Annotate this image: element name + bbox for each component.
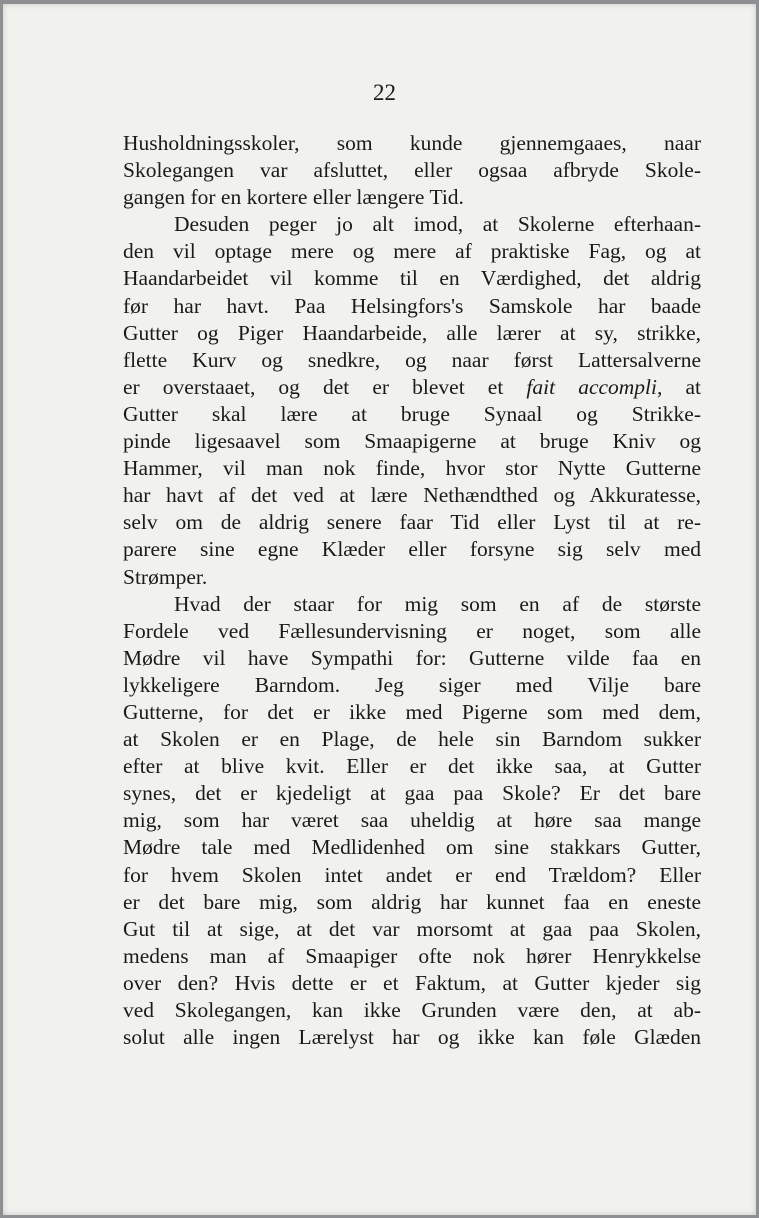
text-line: mig, som har været saa uheldig at høre saa mange	[123, 808, 701, 833]
text-line: parere sine egne Klæder eller forsyne sig selv med	[123, 537, 701, 562]
text-line: selv om de aldrig senere faar Tid eller Lyst til at re-	[123, 510, 701, 535]
text-line: Gut til at sige, at det var morsomt at gaa paa Skolen,	[123, 916, 701, 941]
text-line: solut alle ingen Lærelyst har og ikke kan føle Glæden	[123, 1025, 701, 1050]
text-line: ved Skolegangen, kan ikke Grunden være den, at ab-	[123, 998, 701, 1022]
text-line: gangen for en kortere eller længere Tid.	[123, 185, 464, 210]
text-line: er det bare mig, som aldrig har kunnet faa en eneste	[123, 889, 701, 914]
text-line: Hvad der staar for mig som en af de største	[174, 591, 701, 616]
text-line: for hvem Skolen intet andet er end Trældom? Eller	[123, 862, 701, 887]
text-line: Gutter skal lære at bruge Synaal og Strikke-	[123, 401, 701, 426]
text-line: Fordele ved Fællesundervisning er noget, som alle	[123, 618, 701, 643]
text-line: Mødre vil have Sympathi for: Gutterne vilde faa en	[123, 645, 701, 670]
text-line	[123, 672, 701, 699]
text-segment: er overstaaet, og det er blevet et	[123, 374, 504, 399]
text-line: medens man af Smaapiger ofte nok hører Henrykkelse	[123, 943, 701, 968]
text-line: synes, det er kjedeligt at gaa paa Skole? Er det bare	[123, 781, 701, 806]
text-line: Husholdningsskoler, som kunde gjennemgaaes, naar	[123, 131, 701, 155]
book-page	[3, 4, 756, 1215]
text-segment: at	[685, 374, 702, 399]
text-segment: Jeg siger med Vilje bare	[375, 672, 702, 697]
text-line: flette Kurv og snedkre, og naar først Lattersalverne	[123, 347, 701, 372]
text-line: over den? Hvis dette er et Faktum, at Gutter kjeder sig	[123, 970, 701, 995]
text-line: Haandarbeidet vil komme til en Værdighed, det aldrig	[123, 266, 701, 291]
text-line: Mødre tale med Medlidenhed om sine stakkars Gutter,	[123, 835, 701, 860]
page-number: 22	[373, 80, 396, 105]
text-line: Gutterne, for det er ikke med Pigerne som med dem,	[123, 699, 701, 724]
text-line	[123, 374, 701, 401]
text-line: Hammer, vil man nok finde, hvor stor Nytte Gutterne	[123, 456, 701, 481]
body-text	[123, 130, 701, 1051]
text-line: at Skolen er en Plage, de hele sin Barndom sukker	[123, 727, 701, 752]
text-line: den vil optage mere og mere af praktiske Fag, og at	[123, 239, 701, 264]
spaced-phrase: lykkeligere Barndom.	[123, 672, 341, 697]
text-line: før har havt. Paa Helsingfors's Samskole har baade	[123, 293, 701, 318]
text-line: efter at blive kvit. Eller er det ikke saa, at Gutter	[123, 754, 701, 779]
italic-phrase: fait accompli,	[526, 374, 663, 399]
text-line: Desuden peger jo alt imod, at Skolerne efterhaan-	[174, 212, 701, 237]
text-line: Strømper.	[123, 564, 208, 589]
text-line: Gutter og Piger Haandarbeide, alle lærer at sy, strikke,	[123, 320, 701, 345]
text-line: har havt af det ved at lære Nethændthed og Akkuratesse,	[123, 483, 701, 508]
text-line: Skolegangen var afsluttet, eller ogsaa afbryde Skole-	[123, 158, 701, 183]
text-line: pinde ligesaavel som Smaapigerne at bruge Kniv og	[123, 429, 701, 454]
